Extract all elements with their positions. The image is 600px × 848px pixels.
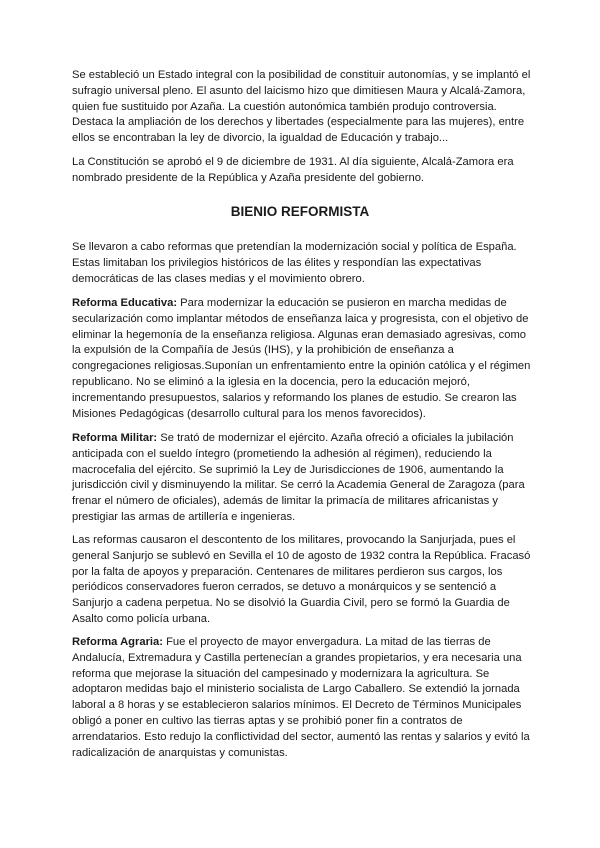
paragraph-estado-integral: Se estableció un Estado integral con la posibilidad de constituir autonomías, y se implantó el sufragio universal pleno. El asunto del laicismo hizo que dimitiesen Maura y Alcalá-Zamora, quien fue sustituido por Azaña. La cuestión autonómica también produjo controversia. Destaca la ampliación de los derechos y libertades (especialmente para las mujeres), entre ellos se encontraban la ley de divorcio, la igualdad de Educación y trabajo... (72, 69, 531, 145)
reforma-educativa-text: Para modernizar la educación se pusieron en marcha medidas de secularización como implantar métodos de enseñanza laica y progresista, con el objetivo de eliminar la hegemonía de la enseñanza religiosa. Algunas eran demasiado agresivas, como la expulsión de la Compañía de Jesús (IHS), y la prohibición de enseñanza a congregaciones religiosas.Suponían un enfrentamiento entre la opinión católica y el régimen republicano. No se eliminó a la iglesia en la docencia, pero la educación mejoró, incrementando presupuestos, salarios y reformando los planes de estudio. Se crearon las Misiones Pedagógicas (desarrollo cultural para los menos favorecidos). (72, 297, 531, 420)
paragraph-reforma-militar (72, 431, 532, 526)
paragraph-intro-reformas: Se llevaron a cabo reformas que pretendían la modernización social y política de España. Estas limitaban los privilegios históricos de las élites y respondían las expectativas democráticas de las clases medias y el movimiento obrero. (72, 241, 517, 285)
reforma-militar-label: Reforma Militar: (72, 432, 158, 444)
reforma-educativa-label: Reforma Educativa: (72, 297, 178, 309)
reforma-agraria-label: Reforma Agraria: (72, 636, 163, 648)
reforma-agraria-text: Fue el proyecto de mayor envergadura. La mitad de las tierras de Andalucía, Extremadura y Castilla pertenecían a grandes propietarios, y era necesaria una reforma que mejorase la situación del campesinado y modernizara la agricultura. Se adoptaron medidas bajo el ministerio socialista de Largo Caballero. Se extendió la jornada laboral a 8 horas y se establecieron salarios mínimos. El Decreto de Términos Municipales obligó a poner en cultivo las tierras aptas y se prohibió poner fin a contratos de arrendatarios. Esto redujo la conflictividad del sector, aumentó las rentas y salarios y evitó la radicalización de anarquistas y comunistas. (72, 636, 530, 759)
section-heading: BIENIO REFORMISTA (230, 204, 370, 219)
paragraph-constitucion: La Constitución se aprobó el 9 de diciembre de 1931. Al día siguiente, Alcalá-Zamora era nombrado presidente de la República y Azaña presidente del gobierno. (72, 156, 514, 184)
reforma-militar-text: Se trató de modernizar el ejército. Azaña ofreció a oficiales la jubilación anticipada con el sueldo íntegro (prometiendo la adhesión al régimen), reduciendo la macrocefalia del ejército. Se suprimió la Ley de Jurisdicciones de 1906, aumentando la jurisdicción civil y disminuyendo la militar. Se cerró la Academia General de Zaragoza (para frenar el número de oficiales), además de limitar la primacía de militares africanistas y prestigiar las armas de artillería e ingenieras. (72, 432, 525, 523)
paragraph-reforma-agraria (72, 635, 532, 761)
paragraph-sanjurjada: Las reformas causaron el descontento de los militares, provocando la Sanjurjada, pues el general Sanjurjo se sublevó en Sevilla el 10 de agosto de 1932 contra la República. Fracasó por la falta de apoyos y preparación. Centenares de militares perdieron sus cargos, los periódicos conservadores fueron cerrados, se detuvo a monárquicos y se sentenció a Sanjurjo a cadena perpetua. No se disolvió la Guardia Civil, pero se formó la Guardia de Asalto como policía urbana. (72, 534, 531, 625)
paragraph-reforma-educativa (72, 296, 532, 422)
